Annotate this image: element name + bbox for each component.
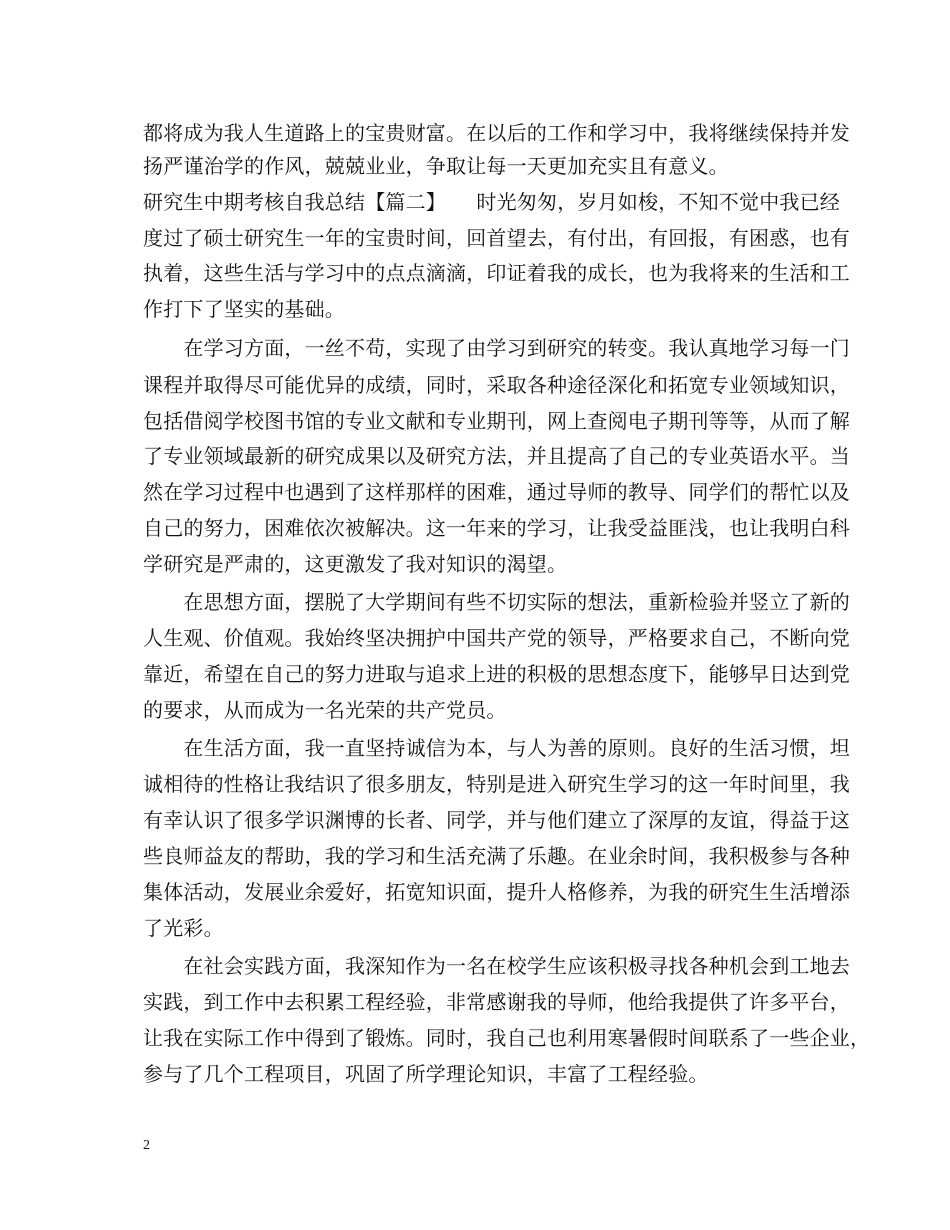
text-line: 在学习方面，一丝不苟，实现了由学习到研究的转变。我认真地学习每一门 xyxy=(143,336,850,360)
text-line: 诚相待的性格让我结识了很多朋友，特别是进入研究生学习的这一年时间里，我 xyxy=(143,772,850,796)
text-line: 人生观、价值观。我始终坚决拥护中国共产党的领导，严格要求自己，不断向党 xyxy=(143,626,850,650)
text-line: 的要求，从而成为一名光荣的共产党员。 xyxy=(143,698,507,722)
text-line: 自己的努力，困难依次被解决。这一年来的学习，让我受益匪浅，也让我明白科 xyxy=(143,516,850,540)
page-number: 2 xyxy=(143,1138,150,1153)
text-line: 作打下了坚实的基础。 xyxy=(143,297,345,321)
text-line: 实践，到工作中去积累工程经验，非常感谢我的导师，他给我提供了许多平台， xyxy=(143,990,850,1014)
text-line: 课程并取得尽可能优异的成绩，同时，采取各种途径深化和拓宽专业领域知识， xyxy=(143,373,850,397)
text-line: 有幸认识了很多学识渊博的长者、同学，并与他们建立了深厚的友谊，得益于这 xyxy=(143,808,850,832)
text-line: 让我在实际工作中得到了锻炼。同时，我自己也利用寒暑假时间联系了一些企业， xyxy=(143,1026,871,1050)
text-line: 靠近，希望在自己的努力进取与追求上进的积极的思想态度下，能够早日达到党 xyxy=(143,662,850,686)
text-line: 在思想方面，摆脱了大学期间有些不切实际的想法，重新检验并竖立了新的 xyxy=(143,590,850,614)
text-line: 在社会实践方面，我深知作为一名在校学生应该积极寻找各种机会到工地去 xyxy=(143,954,850,978)
text-line: 然在学习过程中也遇到了这样那样的困难，通过导师的教导、同学们的帮忙以及 xyxy=(143,480,850,504)
text-line: 学研究是严肃的，这更激发了我对知识的渴望。 xyxy=(143,552,568,576)
text-line: 了光彩。 xyxy=(143,916,224,940)
text-line: 参与了几个工程项目，巩固了所学理论知识，丰富了工程经验。 xyxy=(143,1062,709,1086)
text-line: 度过了硕士研究生一年的宝贵时间，回首望去，有付出，有回报，有困惑，也有 xyxy=(143,226,850,250)
text-line: 扬严谨治学的作风，兢兢业业，争取让每一天更加充实且有意义。 xyxy=(143,154,729,178)
text-line: 执着，这些生活与学习中的点点滴滴，印证着我的成长，也为我将来的生活和工 xyxy=(143,261,850,285)
text-line: 在生活方面，我一直坚持诚信为本，与人为善的原则。良好的生活习惯，坦 xyxy=(143,736,850,760)
text-line: 些良师益友的帮助，我的学习和生活充满了乐趣。在业余时间，我积极参与各种 xyxy=(143,844,850,868)
text-line: 了专业领域最新的研究成果以及研究方法，并且提高了自己的专业英语水平。当 xyxy=(143,444,850,468)
section-heading-line: 研究生中期考核自我总结【篇二】 时光匆匆，岁月如梭，不知不觉中我已经 xyxy=(143,190,840,214)
text-line: 集体活动，发展业余爱好，拓宽知识面，提升人格修养，为我的研究生生活增添 xyxy=(143,880,850,904)
text-line: 包括借阅学校图书馆的专业文献和专业期刊，网上查阅电子期刊等等，从而了解 xyxy=(143,409,850,433)
text-line: 都将成为我人生道路上的宝贵财富。在以后的工作和学习中，我将继续保持并发 xyxy=(143,121,850,145)
